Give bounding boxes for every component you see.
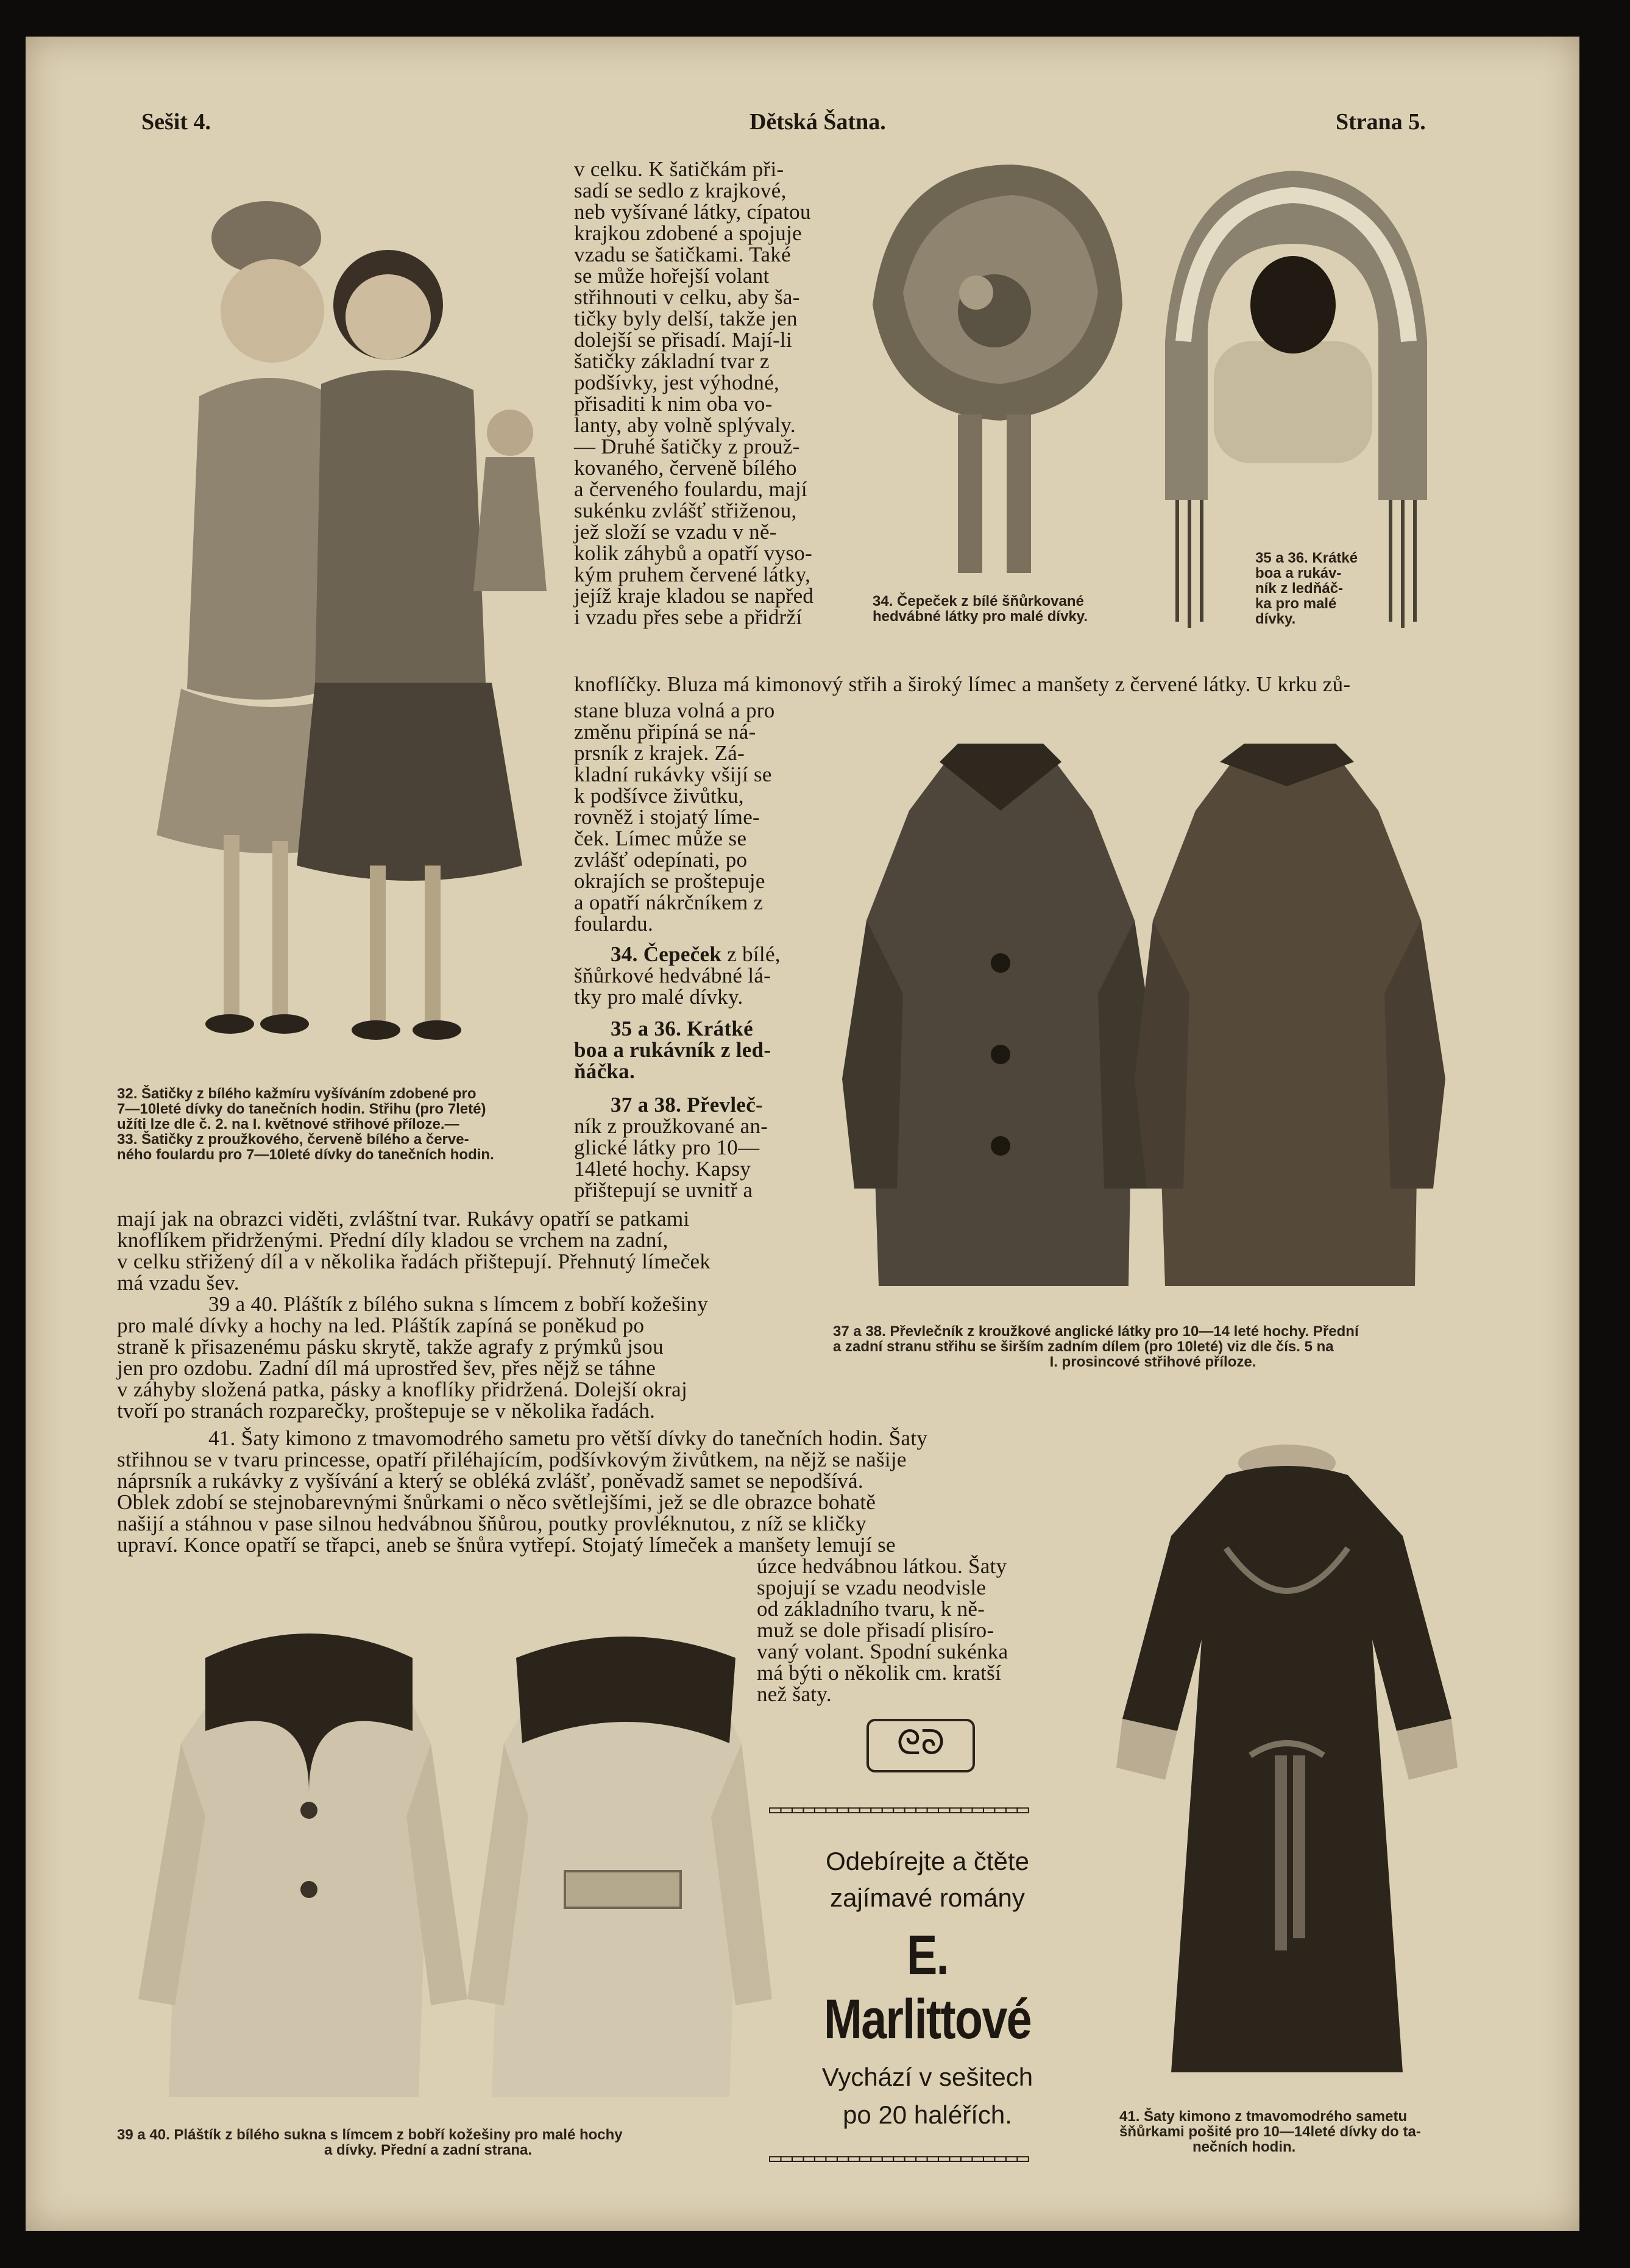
text-item-41-column: úzce hedvábnou látkou. Šaty spojují se vzadu neodvisle od základního tvaru, k ně- muž se dole přisadí plisíro- vaný volant. Spodní sukénka má býti o několik cm. kratší než šaty. bbox=[757, 1554, 1008, 1706]
boys-overcoats-illustration bbox=[842, 738, 1458, 1310]
text-item-37-continued: mají jak na obrazci viděti, zvláštní tvar. Rukávy opatří se patkami knoflíkem přidrženými. Přední díly kladou se vrchem na zadní, v celku střižený díl a v několika řadách přištepují. Přehnutý límeček má vzadu šev. bbox=[117, 1207, 711, 1295]
caption-35-36: 35 a 36. Krátké boa a rukáv- ník z ledňáč- ka pro malé dívky. bbox=[1255, 550, 1358, 627]
text-column-mid: stane bluza volná a pro změnu připíná se ná- prsník z krajek. Zá- kladní rukávky všijí se k podšívce živůtku, rovněž i stojatý líme- ček. Límec může se zvlášť odepínati, po okrajích se proštepuje a opatří nákrčníkem z foulardu. bbox=[574, 699, 775, 936]
caption-32-33: 32. Šatičky z bílého kažmíru vyšíváním zdobené pro 7—10leté dívky do tanečních hodin. Střihu (pro 7leté) užíti lze dle č. 2. na I. květnové střihové příloze.— 33. Šatičky z proužkového, červeně bílého a červe- ného foulardu pro 7—10leté dívky do tanečních hodin. bbox=[117, 1086, 494, 1163]
magazine-page bbox=[26, 37, 1579, 2231]
text-item-41: 41. Šaty kimono z tmavomodrého sametu pro větší dívky do tanečních hodin. Šaty střihnou se v tvaru princesse, opatří přiléhajícím, podšívkovým živůtkem, na nějž se našije náprsník a rukávky z vyšívání a který se obléká zvlášť, poněvadž samet se nepodšívá. Oblek zdobí se stejnobarevnými šnůrkami o něco světlejšími, jež se dle obrazce bohatě našijí a stáhnou v pase silnou hedvábnou šňůrou, poutky provléknutou, z níž se kličky upraví. Konce opatří se třapci, aneb se šnůra vytřepí. Stojatý límeček a manšety lemují se bbox=[117, 1426, 928, 1557]
text-item-37: 37 a 38. Převleč- ník z proužkované an- glické látky pro 10— 14leté hochy. Kapsy přištepují se uvnitř a bbox=[574, 1093, 768, 1202]
ad-line-2: zajímavé romány bbox=[830, 1883, 1025, 1912]
ad-line-3: Vychází v sešitech bbox=[821, 2063, 1033, 2091]
magazine-title: Dětská Šatna. bbox=[749, 109, 886, 135]
white-cloaks-illustration bbox=[126, 1609, 772, 2115]
page-number: Strana 5. bbox=[1336, 109, 1426, 135]
caption-34: 34. Čepeček z bílé šňůrkované hedvábné látky pro malé dívky. bbox=[873, 593, 1088, 625]
advertisement bbox=[769, 1847, 1086, 2130]
kimono-dress-illustration bbox=[1110, 1438, 1464, 2085]
issue-number: Sešit 4. bbox=[141, 109, 211, 135]
bonnet-illustration bbox=[854, 152, 1141, 579]
caption-37-38: 37 a 38. Převlečník z kroužkové anglické látky pro 10—14 leté hochy. Přední a zadní stranu střihu se širším zadním dílem (pro 10leté) viz dle čís. 5 na I. prosincové střihové příloze. bbox=[833, 1323, 1359, 1370]
girls-dresses-illustration bbox=[132, 165, 559, 1048]
text-item-34: 34. Čepeček z bílé, šňůrkové hedvábné lá- tky pro malé dívky. bbox=[574, 942, 781, 1009]
ad-line-4: po 20 haléřích. bbox=[843, 2100, 1012, 2129]
text-item-35: 35 a 36. Krátké boa a rukávník z led- ňáčka. bbox=[574, 1017, 771, 1083]
text-column-top: v celku. K šatičkám při- sadí se sedlo z krajkové, neb vyšívané látky, cípatou krajkou zdobené a spojuje vzadu se šatičkami. Také se může hořejší volant střihnouti v celku, aby ša- tičky byly delší, takže jen dolejší se přisadí. Mají-li šatičky základní tvar z podšívky, jest výhodné, přisaditi k nim oba vo- lanty, aby volně splývaly. — Druhé šatičky z prouž- kovaného, červeně bílého a červeného foulardu, mají sukénku zvlášť střiženou, jež složí se vzadu v ně- kolik záhybů a opatří vyso- kým pruhem červené látky, jejíž kraje kladou se napřed i vzadu přes sebe a přidrží bbox=[574, 157, 814, 629]
caption-41: 41. Šaty kimono z tmavomodrého sametu šňůrkami pošité pro 10—14leté dívky do ta- nečních hodin. bbox=[1119, 2108, 1421, 2155]
ad-top-border: ▭▭▭▭▭▭▭▭▭▭▭▭▭▭▭▭▭▭▭▭▭▭▭ bbox=[769, 1797, 1028, 1821]
decorative-ornament: ᘓᘐ bbox=[866, 1719, 975, 1772]
text-item-39: 39 a 40. Pláštík z bílého sukna s límcem z bobří kožešiny pro malé dívky a hochy na led. Pláštík zapíná se poněkud po straně k přisazenému pásku skrytě, takže agrafy z prýmků jsou jen pro ozdobu. Zadní díl má uprostřed šev, přes nějž se táhne v záhyby složená patka, pásky a knoflíky přidržená. Dolejší okraj tvoří po stranách rozparečky, proštepuje se v několika řadách. bbox=[117, 1292, 709, 1423]
ad-line-1: Odebírejte a čtěte bbox=[826, 1847, 1029, 1875]
caption-39-40: 39 a 40. Pláštík z bílého sukna s límcem z bobří kožešiny pro malé hochy a dívky. Přední a zadní strana. bbox=[117, 2127, 623, 2158]
ad-brand: E. Marlittové bbox=[824, 1924, 1031, 2050]
ad-bottom-border: ▭▭▭▭▭▭▭▭▭▭▭▭▭▭▭▭▭▭▭▭▭▭▭ bbox=[769, 2145, 1028, 2170]
text-wide-line: knoflíčky. Bluza má kimonový střih a široký límec a manšety z červené látky. U krku zů- bbox=[574, 672, 1351, 696]
